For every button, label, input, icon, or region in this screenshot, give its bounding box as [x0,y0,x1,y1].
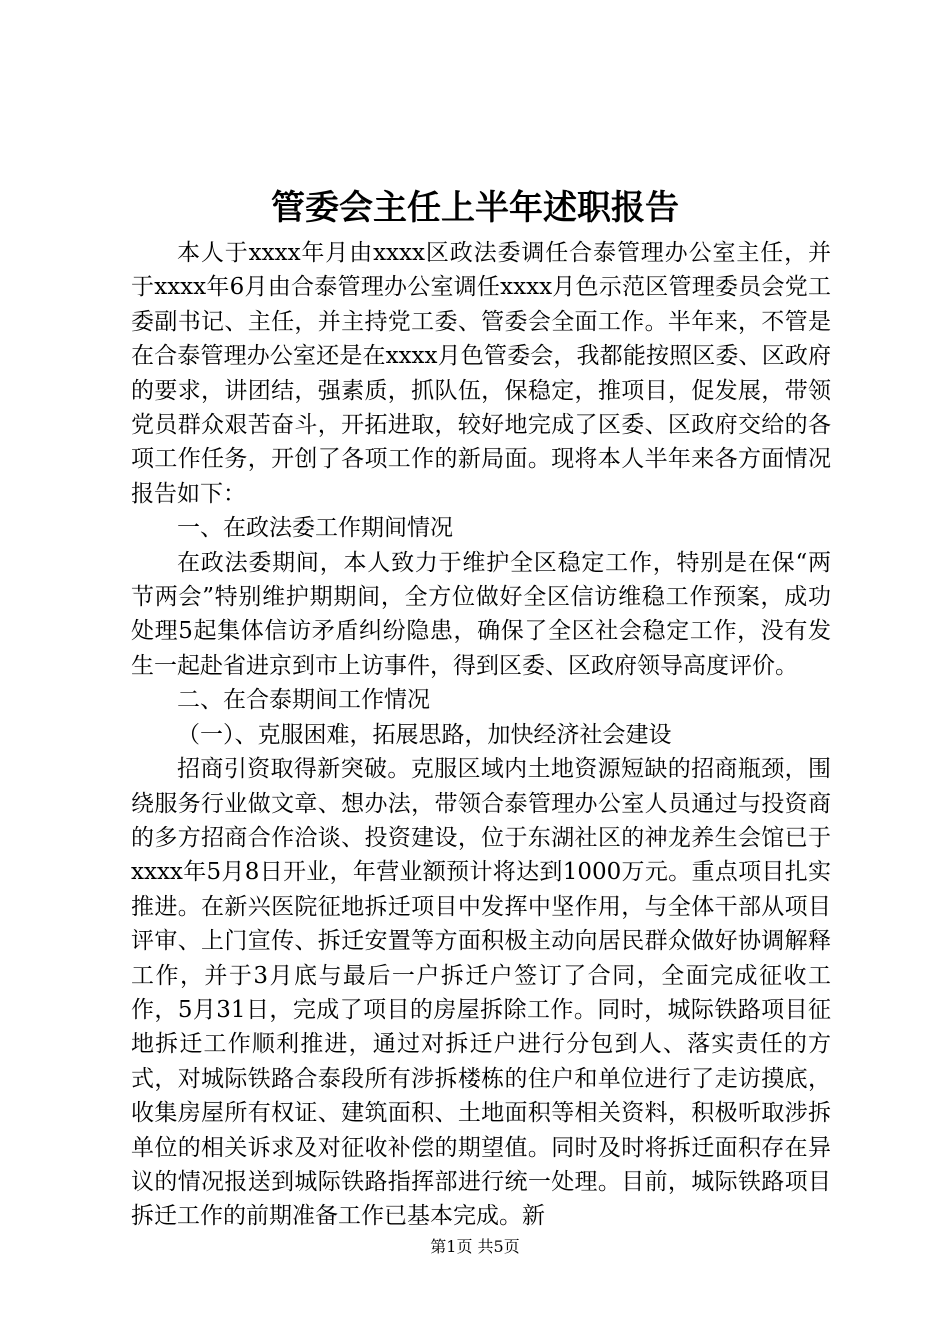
paragraph-section-1: 在政法委期间，本人致力于维护全区稳定工作，特别是在保“两节两会”特别维护期期间，全方位做好全区信访维稳工作预案，成功处理5起集体信访矛盾纠纷隐患，确保了全区社会稳定工作，没有发生一起赴省进京到市上访事件，得到区委、区政府领导高度评价。 [131,549,831,679]
section-heading-1: 一、在政法委工作期间情况 [177,515,453,542]
document-title: 管委会主任上半年述职报告 [271,188,679,228]
page-footer: 第1页 共5页 [430,1237,520,1256]
document-body [131,236,831,1234]
section-heading-2: 二、在合泰期间工作情况 [177,687,430,714]
paragraph-intro: 本人于xxxx年月由xxxx区政法委调任合泰管理办公室主任，并于xxxx年6月由合泰管理办公室调任xxxx月色示范区管理委员会党工委副书记、主任，并主持党工委、管委会全面工作。半年来，不管是在合泰管理办公室还是在xxxx月色管委会，我都能按照区委、区政府的要求，讲团结，强素质，抓队伍，保稳定，推项目，促发展，带领党员群众艰苦奋斗，开拓进取，较好地完成了区委、区政府交给的各项工作任务，开创了各项工作的新局面。现将本人半年来各方面情况报告如下： [131,240,831,507]
paragraph-subsection-1: 招商引资取得新突破。克服区域内土地资源短缺的招商瓶颈，围绕服务行业做文章、想办法，带领合泰管理办公室人员通过与投资商的多方招商合作洽谈、投资建设，位于东湖社区的神龙养生会馆已于xxxx年5月8日开业，年营业额预计将达到1000万元。重点项目扎实推进。在新兴医院征地拆迁项目中发挥中坚作用，与全体干部从项目评审、上门宣传、拆迁安置等方面积极主动向居民群众做好协调解释工作，并于3月底与最后一户拆迁户签订了合同，全面完成征收工作，5月31日，完成了项目的房屋拆除工作。同时，城际铁路项目征地拆迁工作顺利推进，通过对拆迁户进行分包到人、落实责任的方式，对城际铁路合泰段所有涉拆楼栋的住户和单位进行了走访摸底，收集房屋所有权证、建筑面积、土地面积等相关资料，积极听取涉拆单位的相关诉求及对征收补偿的期望值。同时及时将拆迁面积存在异议的情况报送到城际铁路指挥部进行统一处理。目前，城际铁路项目拆迁工作的前期准备工作已基本完成。新 [131,756,831,1230]
subsection-heading-1: （一）、克服困难，拓展思路，加快经济社会建设 [177,721,672,748]
